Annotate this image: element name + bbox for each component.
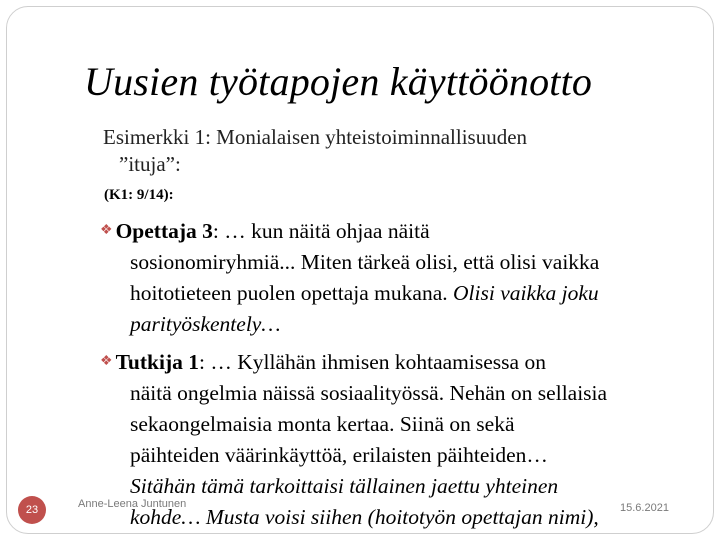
- slide-title: Uusien työtapojen käyttöönotto: [84, 59, 593, 104]
- quote-teacher: [100, 215, 599, 340]
- quote-text: : … kun näitä ohjaa näitä: [212, 219, 430, 243]
- quote-text: hoitotieteen puolen opettaja mukana.: [130, 281, 453, 305]
- example-line-2: ”ituja”:: [119, 152, 181, 176]
- reference-code: (K1: 9/14):: [104, 187, 174, 203]
- quote-line: [100, 278, 599, 309]
- quote-italic-text: Olisi vaikka joku: [453, 281, 599, 305]
- bullet-icon: ❖: [100, 354, 113, 369]
- quote-text: : … Kyllähän ihmisen kohtaamisessa on: [199, 350, 546, 374]
- quote-teacher-first-line: [100, 215, 599, 247]
- slide-number-badge: 23: [18, 496, 46, 524]
- footer-date: 15.6.2021: [620, 502, 669, 514]
- bullet-icon: ❖: [100, 223, 113, 238]
- quote-text: päihteiden väärinkäyttöä, erilaisten päihteiden…: [130, 443, 548, 467]
- footer-author: Anne-Leena Juntunen: [78, 498, 187, 510]
- speaker-label: Opettaja 3: [115, 219, 213, 243]
- example-line-1: Esimerkki 1: Monialaisen yhteistoiminnallisuuden: [103, 125, 528, 149]
- quote-text: sosionomiryhmiä... Miten tärkeä olisi, että olisi vaikka: [130, 250, 600, 274]
- quote-text: näitä ongelmia näissä sosiaalityössä. Nehän on sellaisia: [130, 381, 608, 405]
- example-heading: [103, 124, 527, 178]
- quote-researcher-first-line: [100, 346, 607, 378]
- speaker-label: Tutkija 1: [115, 350, 200, 374]
- quote-italic-text: kohde… Musta voisi siihen (hoitotyön opettajan nimi),: [130, 505, 599, 529]
- quote-text: sekaongelmaisia monta kertaa. Siinä on sekä: [130, 412, 515, 436]
- quote-italic-text: Sitähän tämä tarkoittaisi tällainen jaettu yhteinen: [130, 474, 559, 498]
- quote-italic-text: parityöskentely…: [130, 312, 281, 336]
